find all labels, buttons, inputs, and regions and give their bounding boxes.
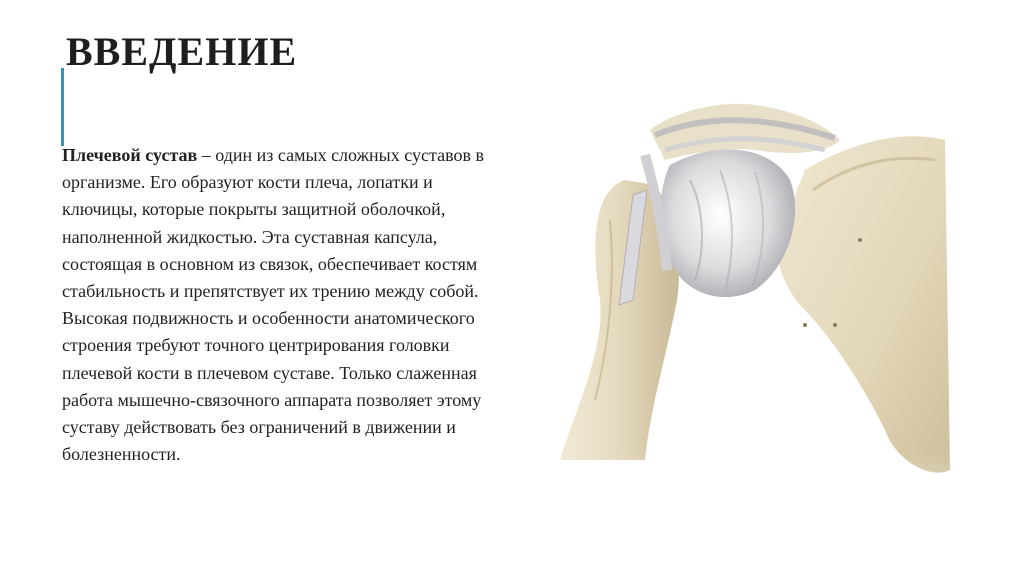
title-accent-line: [61, 68, 64, 146]
body-paragraph: [62, 142, 492, 468]
slide-title: ВВЕДЕНИЕ: [66, 29, 298, 74]
intro-text: – один из самых сложных суставов в организме. Его образуют кости плеча, лопатки и ключицы, которые покрыты защитной оболочкой, наполненной жидкостью. Эта суставная капсула, состоящая в основном из связок, обеспечивает костям стабильность и препятствует их трению между собой. Высокая подвижность и особенности анатомического строения требуют точного центрирования головки плечевой кости в плечевом суставе. Только слаженная работа мышечно-связочного аппарата позволяет этому суставу действовать без ограничений в движении и болезненности.: [62, 145, 484, 465]
intro-term: Плечевой сустав: [62, 145, 198, 165]
shoulder-joint-illustration: [555, 100, 955, 570]
